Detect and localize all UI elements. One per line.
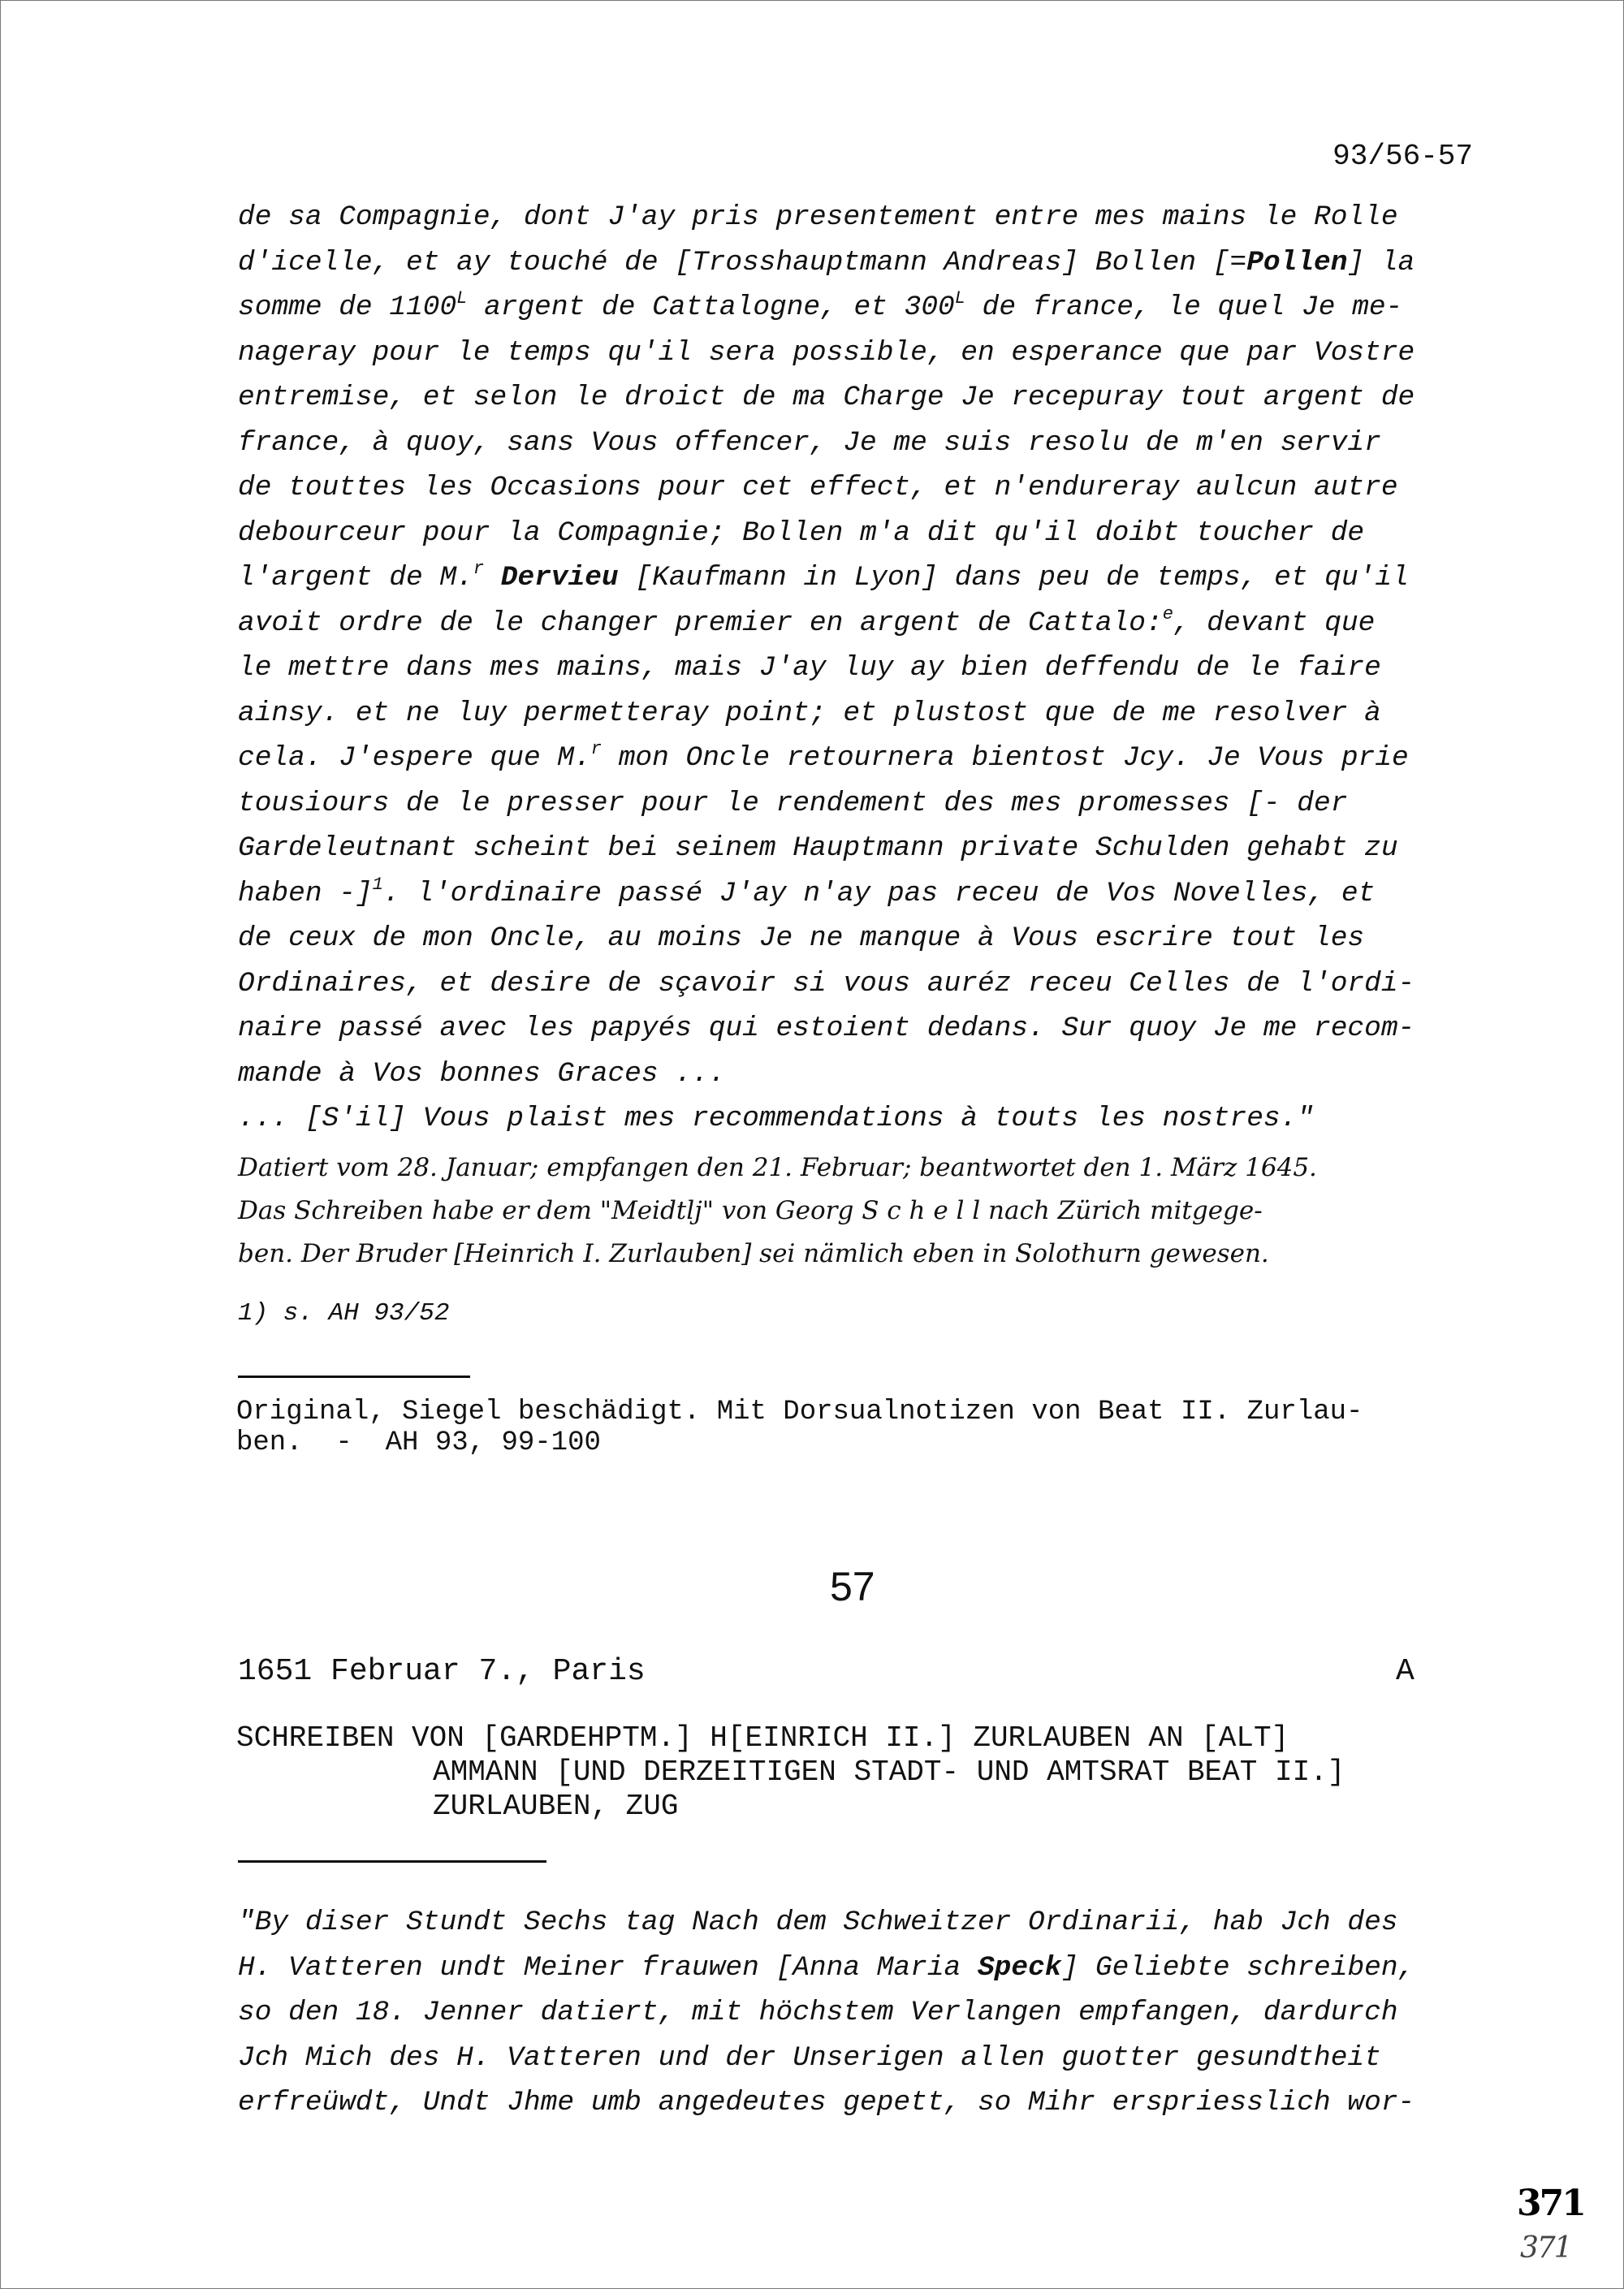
editorial-notes [238,1147,1317,1276]
page-reference: 93/56-57 [1332,140,1473,173]
bold-name: Dervieu [500,562,619,594]
text-line: somme de $1100^L$ argent de Cattalogne, et $300^L$ de france, le quel Je me- [238,288,1403,323]
archive-number-handwritten: 371 [1520,2231,1571,2265]
classification-mark: A [1396,1654,1415,1689]
text-line: so den 18. Jenner datiert, mit höchstem Verlangen empfangen, dardurch [238,1997,1398,2028]
text-line: ainsy. et ne luy permetteray point; et plustost que de me resolver à [238,697,1381,729]
text-line: erfreüwdt, Undt Jhme umb angedeutes gepett, so Mihr erspriesslich wor- [238,2087,1415,2118]
text-line: Gardeleutnant scheint bei seinem Hauptmann private Schulden gehabt zu [238,832,1398,864]
bold-name: Pollen [1246,246,1348,279]
note-line: ben. Der Bruder [Heinrich I. Zurlauben] sei nämlich eben in Solothurn gewesen. [238,1239,1269,1268]
text-line: avoit ordre de le changer premier en argent de Cattalo:$^e$, devant que [238,603,1376,639]
divider [238,1376,470,1378]
text-line: tousiours de le presser pour le rendement des mes promesses [- der [238,787,1348,819]
text-line: de ceux de mon Oncle, au moins Je ne manque à Vous escrire tout les [238,922,1365,954]
text-line: cela. J'espere que M.$^r$ mon Oncle retournera bientost Jcy. Je Vous prie [238,739,1409,774]
text-line: ... [S'il] Vous plaist mes recommendations à touts les nostres." [238,1103,1315,1134]
document-number: 57 [830,1564,875,1609]
text-line: d'icelle, et ay touché de [Trosshauptmann Andreas] Bollen [=Pollen] la [238,246,1415,279]
text-line: Jch Mich des H. Vatteren und der Unserigen allen guotter gesundtheit [238,2041,1381,2074]
text-line: debourceur pour la Compagnie; Bollen m'a dit qu'il doibt toucher de [238,516,1365,549]
archive-number-stamp: 371 [1517,2183,1584,2224]
letter2-text [238,1900,1488,2126]
footnote: 1) s. AH 93/52 [238,1299,450,1328]
text-line: Ordinaires, et desire de sçavoir si vous auréz receu Celles de l'ordi- [238,967,1415,1000]
source-line: Original, Siegel beschädigt. Mit Dorsualnotizen von Beat II. Zurlau- [236,1397,1363,1427]
text-line: de touttes les Occasions pour cet effect, et n'endureray aulcun autre [238,472,1398,503]
dateline: 1651 Februar 7., Paris [238,1654,646,1689]
heading-line: SCHREIBEN VON [GARDEHPTM.] H[EINRICH II.] ZURLAUBEN AN [ALT] [236,1721,1289,1755]
text-line: mande à Vos bonnes Graces ... [238,1057,726,1090]
text-line: "By diser Stundt Sechs tag Nach dem Schweitzer Ordinarii, hab Jch des [238,1907,1398,1938]
heading-line: ZURLAUBEN, ZUG [433,1790,679,1823]
text-line: de sa Compagnie, dont J'ay pris presentement entre mes mains le Rolle [238,201,1398,233]
text-line: le mettre dans mes mains, mais J'ay luy ay bien deffendu de le faire [238,652,1381,684]
note-line: Das Schreiben habe er dem "Meidtlj" von Georg S c h e l l nach Zürich mitgege- [238,1196,1263,1225]
text-line: entremise, et selon le droict de ma Charge Je recepuray tout argent de [238,382,1415,413]
source-note [236,1397,1363,1458]
text-line: naire passé avec les papyés qui estoient dedans. Sur quoy Je me recom- [238,1013,1415,1044]
source-line: ben. - AH 93, 99-100 [236,1427,601,1458]
letter-text [238,195,1488,1142]
heading-line: AMMANN [UND DERZEITIGEN STADT- UND AMTSRAT BEAT II.] [433,1756,1345,1789]
note-line: Datiert vom 28. Januar; empfangen den 21. Februar; beantwortet den 1. März 1645. [238,1153,1317,1182]
bold-name: Speck [977,1951,1062,1984]
document-heading [236,1721,1345,1824]
text-line: l'argent de M.$^r$ Dervieu [Kaufmann in Lyon] dans peu de temps, et qu'il [238,559,1409,594]
text-line: nageray pour le temps qu'il sera possible, en esperance que par Vostre [238,336,1415,369]
text-line: H. Vatteren undt Meiner frauwen [Anna Maria Speck] Geliebte schreiben, [238,1951,1415,1984]
text-line: haben -]$^1$. l'ordinaire passé J'ay n'ay pas receu de Vos Novelles, et [238,874,1376,909]
divider [238,1860,546,1863]
text-line: france, à quoy, sans Vous offencer, Je me suis resolu de m'en servir [238,426,1381,459]
